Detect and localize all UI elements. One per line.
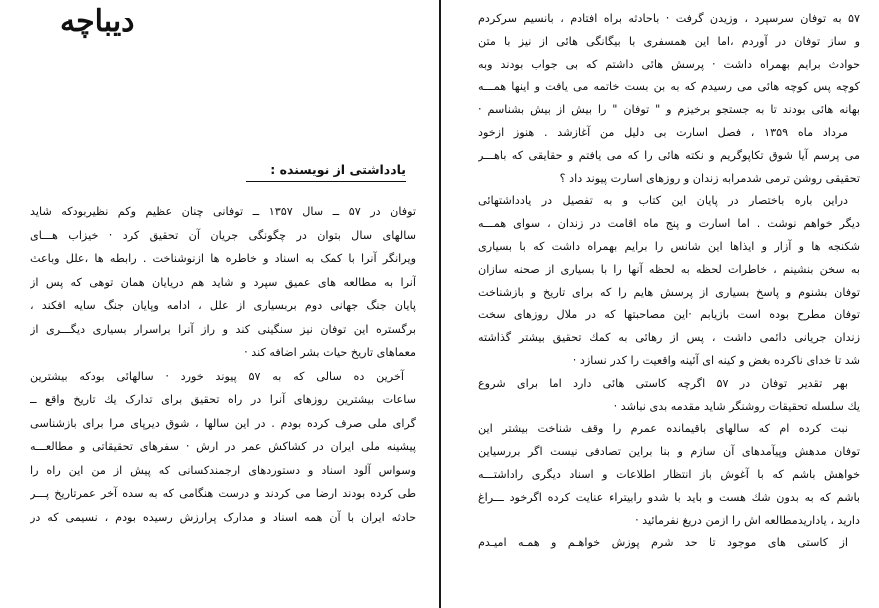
- text-line: به سخن بنشینم ، خاطرات لحظه به لحظه آنها را با بسیاری از صحنه سازان: [478, 262, 860, 276]
- text-line: مرداد ماه ۱۳۵۹ ، فصل اسارت بی دلیل من آغازشد . هنوز ازخود: [478, 125, 848, 139]
- left-page-body: [30, 200, 416, 529]
- text-line: سالهای سال بتوان در چگونگی جریان آن تحقیق کرد · خیزاب هـــای: [30, 228, 416, 242]
- text-line: می پرسم آیا شوق تکاپوگریم و نکته هائی را که می یافتم و حقایقی که باهـــر: [478, 148, 860, 162]
- text-line: دارید ، یاداریدمطالعه اش را ازمن دریغ نفرمائید ·: [635, 513, 860, 527]
- text-line: آخرین ده سالی که به ۵۷ پیوند خورد · سالهائی بودکه بیشترین: [30, 369, 404, 383]
- text-line: طی کرده بودند ارضا می کردند و درست هنگامی که به سده آخر عمرتاریخ پـــر: [30, 487, 416, 500]
- text-line: کوچه پس کوچه هائی می رسیدم که به بن بست خاتمه می یافت و اینها همـــه: [478, 80, 860, 94]
- text-line: زندان جریانی دائمی داشت ، پس از رهائی به کمك تحقیق بیشتر گذاشته: [478, 331, 860, 345]
- text-line: توفان مدهش وپیآمدهای آن سازم و بنا براین تصادفی نیست اگر بررسیاین: [478, 445, 860, 459]
- page-title: دیباچه: [60, 4, 135, 39]
- text-line: ۵۷ به توفان سرسپرد ، وزیدن گرفت · باحادثه براه افتادم ، بانسیم سرکردم: [478, 12, 860, 25]
- text-line: بهر تقدیر توفان در ۵۷ اگرچه کاستی هائی دارد اما برای شروع: [478, 376, 849, 390]
- text-line: نبت کرده ام که سالهای باقیمانده عمرم را وقف شناخت بیشتر این: [478, 422, 848, 436]
- text-line: و ساز توفان در آوردم ،اما این همسفری با بیگانگی هائی از نیز با متن: [478, 34, 860, 48]
- text-line: حوادث برایم بهمراه داشت · پرسش هائی داشتم که بی جواب بودند وبه: [478, 57, 860, 71]
- text-line: وسواس آلود اسناد و دستوردهای ارجمندکسانی که پیش از من این راه را: [30, 463, 416, 477]
- text-line: یك سلسله تحقیقات روشنگر شاید مقدمه بدی نباشد ·: [613, 399, 860, 413]
- text-line: پیشینه ملی ایران در کشاکش عمر در ارش · سفرهای تحقیقاتی و مطالعـــه: [30, 440, 416, 453]
- text-line: تحقیقی روشن ترمی شدمرابه زندان و روزهای اسارت پیوند داد ؟: [559, 171, 860, 185]
- text-line: گرای ملی صرف کرده بودم . در این سالها ، شوق دیرپای مرا برای بازشناسی: [30, 416, 416, 430]
- text-line: توفان در ۵۷ ــ سال ۱۳۵۷ ــ توفانی چنان عظیم وکم نظیربودکه شاید: [30, 205, 416, 218]
- text-line: شکنجه ها و آزار و ایذاها این شانس را برایم بهمراه داشت که با بسیاری: [478, 239, 860, 253]
- text-line: توفان مطرح بوده است بازیابم ·این مصاحبتها که در ملال روزهای سخت: [478, 308, 860, 322]
- text-line: بهانه هائی بودند تا به جستجو برخیزم و " توفان " را بیش از بیش بشناسم ·: [478, 103, 860, 117]
- text-line: باشم که به بدون شك هست و باید با شدو رابیتراء عنایت کرده اگرخود ـــراغ: [478, 490, 860, 504]
- text-line: از کاستی های موجود تا حد شرم پوزش خواهـم و همـه امیـدم: [478, 536, 848, 550]
- text-line: معماهای تاریخ حیات بشر اضافه کند ·: [244, 346, 416, 359]
- text-line: دراین باره باختصار در پایان این کتاب و به تفصیل در یادداشتهائی: [478, 194, 848, 208]
- author-note-heading: یادداشتی از نویسنده :: [270, 162, 406, 177]
- text-line: توفان بشنوم و پاسخ بسیاری از پرسش هایم را که برای تاریخ و بازشناخت: [478, 285, 860, 299]
- heading-underline: [246, 181, 406, 182]
- text-line: ساعات بیشترین روزهای آنرا در راه تحقیق برای تدارک یك تاریخ واقع ــ: [30, 393, 416, 406]
- text-line: حادثه ایران با آن همه اسناد و مدارک پرارزش رسیده بودم ، نسیمی که در: [30, 510, 416, 524]
- text-line: آنرا به مطالعه های عمیق سپرد و شاید هم دریایان همان توهی که پس از: [30, 275, 416, 289]
- text-line: دیگر خواهم نوشت . اما اسارت و پنج ماه اقامت در زندان ، سوای همـــه: [478, 217, 860, 231]
- text-line: ویرانگر آنرا با کمک به اسناد و خاطره ها ازنوشناخت . رابطه ها ،علل وباعث: [30, 252, 416, 265]
- text-line: برگستره این توفان نیز سنگینی کند و راز آنرا براسرار بسیاری دیگـــری از: [30, 322, 416, 336]
- text-line: پایان جنگ جهانی دوم بربسیاری از علل ، ادامه وپایان جنگ سایه افکند ،: [30, 299, 416, 312]
- right-page: [440, 0, 879, 608]
- text-line: شد تا خدای ناکرده بغض و کینه ای آئینه واقعیت را کدر نسازد ·: [572, 353, 860, 367]
- text-line: خواهش باشم که با آغوش باز انتظار اطلاعات و اسناد دیگری راداشتـــه: [478, 467, 860, 481]
- right-page-body: [478, 8, 860, 555]
